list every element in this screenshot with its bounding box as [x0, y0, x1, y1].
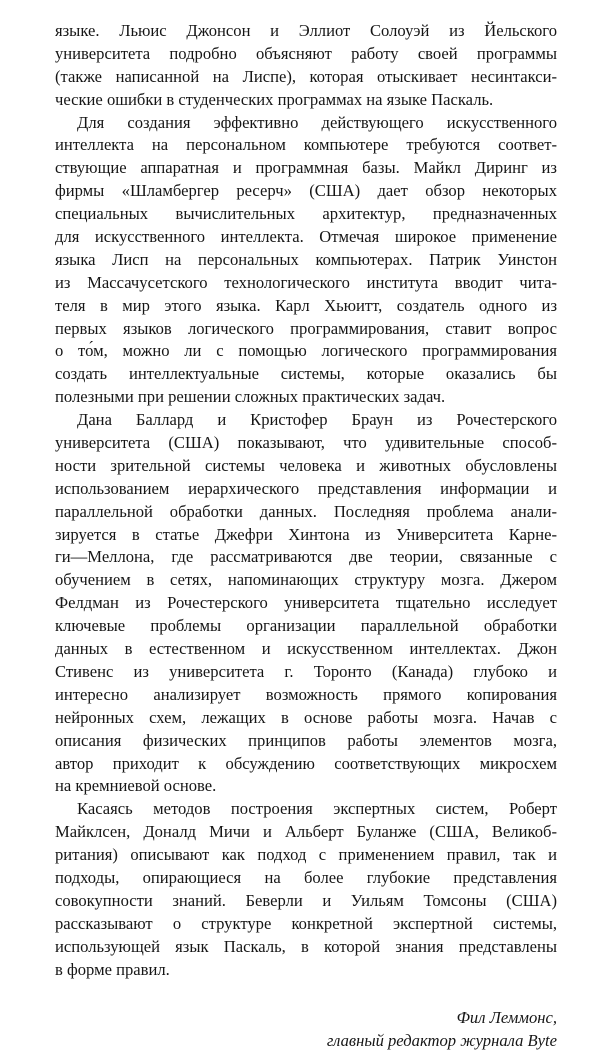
text-line: Дана Баллард и Кристофер Браун из Рочестерского	[77, 410, 557, 430]
text-line: фирмы «Шламбергер ресерч» (США) дает обзор некоторых	[55, 181, 557, 201]
text-line: первых языков логического программирования, ставит вопрос	[55, 318, 557, 338]
text-line: интеллекта на персональном компьютере требуются соответ-	[55, 135, 557, 155]
text-line: ключевые проблемы организации параллельной обработки	[55, 616, 557, 636]
text-line: в форме правил.	[55, 959, 170, 979]
text-line: Для создания эффективно действующего искусственного	[77, 112, 557, 132]
paragraph-2	[55, 112, 557, 410]
text-line: использующей язык Паскаль, в которой знания представлены	[55, 936, 557, 956]
text-line: полезными при решении сложных практических задач.	[55, 387, 446, 407]
paragraph-4	[55, 798, 557, 981]
text-line: о то́м, можно ли с помощью логического программирования	[55, 341, 557, 361]
text-line: автор приходит к обсуждению соответствующих микросхем	[55, 753, 557, 773]
text-line: ги—Меллона, где рассматриваются две теории, связанные с	[55, 547, 557, 567]
text-line: ческие ошибки в студенческих программах на языке Паскаль.	[55, 89, 494, 109]
text-line: (также написанной на Лиспе), которая отыскивает несинтакси-	[55, 66, 557, 86]
text-line: языка Лисп на персональных компьютерах. Патрик Уинстон	[55, 249, 557, 269]
author-name: Фил Леммонс,	[456, 1008, 557, 1028]
text-line: специальных вычислительных архитектур, предназначенных	[55, 204, 557, 224]
text-line: из Массачусетского технологического института вводит чита-	[55, 272, 557, 292]
text-line: Фелдман из Рочестерского университета тщательно исследует	[55, 593, 557, 613]
text-line: параллельной обработки данных. Последняя проблема анали-	[55, 501, 557, 521]
text-line: нейронных схем, лежащих в основе работы мозга. Начав с	[55, 707, 557, 727]
text-line: Касаясь методов построения экспертных систем, Роберт	[77, 799, 557, 819]
author-title: главный редактор журнала Byte	[326, 1031, 557, 1050]
text-line: создать интеллектуальные системы, которые оказались бы	[55, 364, 557, 384]
document-page	[55, 20, 557, 1053]
text-line: университета (США) показывают, что удивительные способ-	[55, 433, 557, 453]
text-line: для искусственного интеллекта. Отмечая широкое применение	[55, 227, 557, 247]
text-line: языке. Льюис Джонсон и Эллиот Солоуэй из Йельского	[55, 21, 557, 40]
signature-block	[55, 1007, 557, 1052]
text-line: Майклсен, Доналд Мичи и Альберт Буланже (США, Великоб-	[55, 822, 557, 842]
text-line: ности зрительной системы человека и животных обусловлены	[55, 455, 557, 475]
text-line: использованием иерархического представления информации и	[55, 478, 557, 498]
text-line: совокупности знаний. Беверли и Уильям Томсоны (США)	[55, 890, 557, 910]
text-line: ритания) описывают как подход с применением правил, так и	[55, 845, 557, 865]
text-line: описания физических принципов работы элементов мозга,	[55, 730, 557, 750]
text-line: университета подробно объясняют работу своей программы	[55, 43, 557, 63]
text-line: подходы, опирающиеся на более глубокие представления	[55, 867, 557, 887]
text-line: ствующие аппаратная и программная базы. Майкл Диринг из	[55, 158, 557, 178]
text-line: обучением в сетях, напоминающих структуру мозга. Джером	[55, 570, 557, 590]
paragraph-3	[55, 409, 557, 798]
paragraph-1	[55, 20, 557, 112]
text-line: интересно анализирует возможность прямого копирования	[55, 684, 557, 704]
text-line: на кремниевой основе.	[55, 776, 217, 796]
text-line: рассказывают о структуре конкретной экспертной системы,	[55, 913, 557, 933]
text-line: Стивенс из университета г. Торонто (Канада) глубоко и	[55, 661, 557, 681]
text-line: данных в естественном и искусственном интеллектах. Джон	[55, 639, 557, 659]
text-line: зируется в статье Джефри Хинтона из Университета Карне-	[55, 524, 557, 544]
text-line: теля в мир этого языка. Карл Хьюитт, создатель одного из	[55, 295, 557, 315]
